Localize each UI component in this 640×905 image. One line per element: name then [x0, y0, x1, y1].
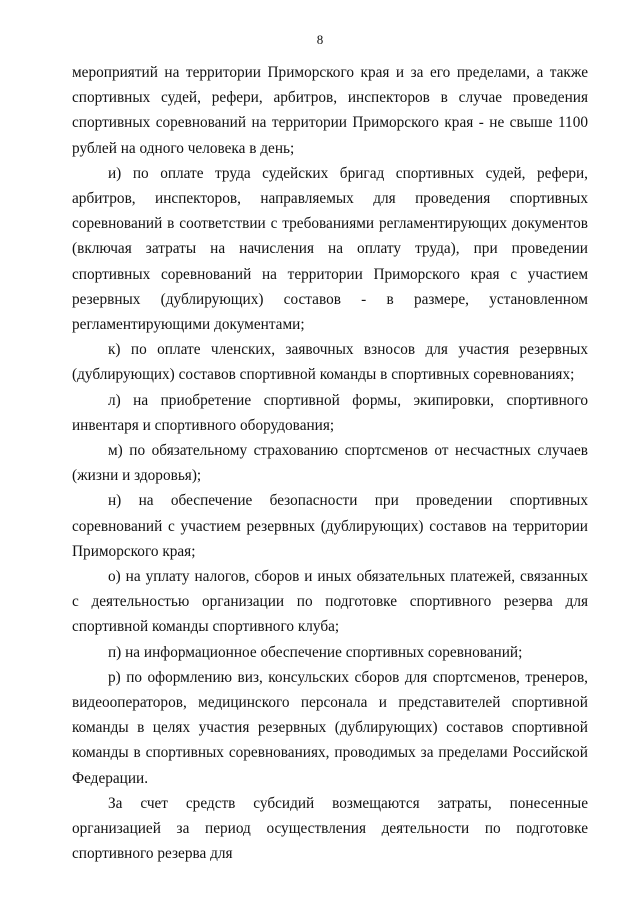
paragraph-reimbursement: За счет средств субсидий возмещаются затраты, понесенные организацией за период осуществления деятельности по подготовке спортивного резерва для	[72, 794, 588, 863]
paragraph-item-m: м) по обязательному страхованию спортсменов от несчастных случаев (жизни и здоровья);	[72, 442, 588, 485]
paragraph-item-p: п) на информационное обеспечение спортивных соревнований;	[108, 643, 523, 661]
paragraph-continuation: мероприятий на территории Приморского края и за его пределами, а также спортивных судей, рефери, арбитров, инспекторов в случае проведения спортивных соревнований на территории Приморского края - не свыше 1100 рублей на одного человека в день;	[72, 64, 588, 157]
document-body	[72, 60, 588, 867]
paragraph-item-l: л) на приобретение спортивной формы, экипировки, спортивного инвентаря и спортивного оборудования;	[72, 391, 588, 434]
paragraph-item-n: н) на обеспечение безопасности при проведении спортивных соревнований с участием резервных (дублирующих) составов на территории Приморского края;	[72, 492, 588, 560]
page-number: 8	[316, 32, 324, 47]
paragraph-item-i: и) по оплате труда судейских бригад спортивных судей, рефери, арбитров, инспекторов, направляемых для проведения спортивных соревнований в соответствии с требованиями регламентирующих документов (включая затраты на начисления на оплату труда), при проведении спортивных соревнований на территории Приморского края с участием резервных (дублирующих) составов - в размере, установленном регламентирующими документами;	[72, 164, 588, 334]
paragraph-item-r: р) по оформлению виз, консульских сборов для спортсменов, тренеров, видеооператоров, медицинского персонала и представителей спортивной команды в целях участия резервных (дублирующих) составов спортивной команды в спортивных соревнованиях, проводимых за пределами Российской Федерации.	[72, 668, 588, 787]
paragraph-item-k: к) по оплате членских, заявочных взносов для участия резервных (дублирующих) составов спортивной команды в спортивных соревнованиях;	[72, 341, 588, 384]
paragraph-item-o: о) на уплату налогов, сборов и иных обязательных платежей, связанных с деятельностью организации по подготовке спортивного резерва для спортивной команды спортивного клуба;	[72, 568, 588, 636]
